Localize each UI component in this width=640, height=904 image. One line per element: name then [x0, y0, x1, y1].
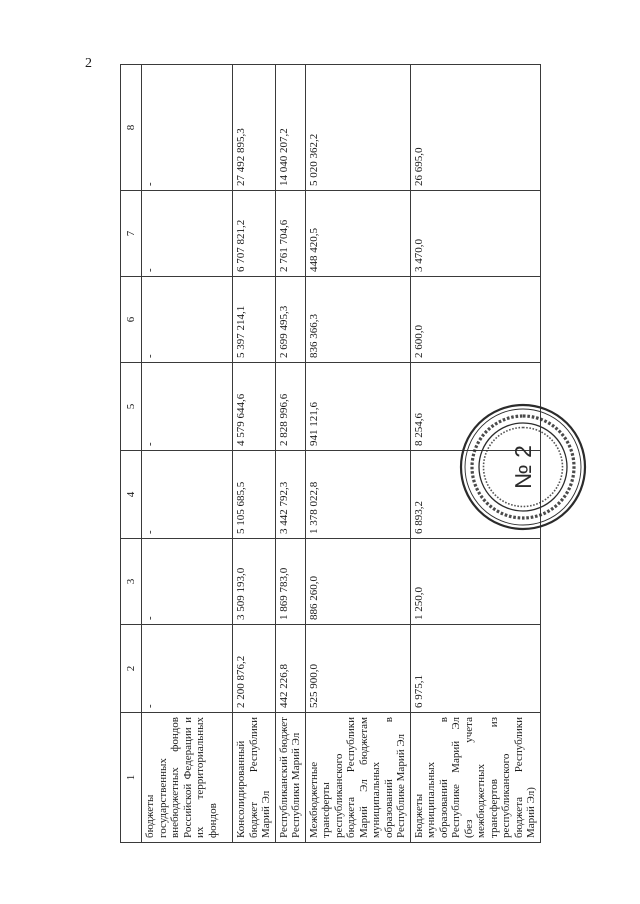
- col-header: 4: [121, 451, 142, 539]
- cell-value: 1 250,0: [410, 539, 540, 625]
- col-header: 1: [121, 713, 142, 843]
- col-header: 3: [121, 539, 142, 625]
- cell-value: 3 509 193,0: [233, 539, 276, 625]
- cell-value: 442 226,8: [275, 625, 305, 713]
- row-label: Республиканский бюджет Республики Марий Эл: [275, 713, 305, 843]
- cell-value: -: [142, 363, 233, 451]
- col-header: 8: [121, 65, 142, 191]
- cell-value: 5 105 685,5: [233, 451, 276, 539]
- cell-value: -: [142, 451, 233, 539]
- cell-value: 14 040 207,2: [275, 65, 305, 191]
- table-row: [142, 65, 233, 843]
- cell-value: 836 366,3: [305, 277, 410, 363]
- table-row: [305, 65, 410, 843]
- row-label: Межбюджетные трансферты республиканского бюджета Республики Марий Эл бюджетам муниципальных образований в Республике Марий Эл: [305, 713, 410, 843]
- cell-value: 525 900,0: [305, 625, 410, 713]
- cell-value: 886 260,0: [305, 539, 410, 625]
- cell-value: 5 397 214,1: [233, 277, 276, 363]
- col-header: 5: [121, 363, 142, 451]
- col-header: 2: [121, 625, 142, 713]
- row-label: бюджеты государственных внебюджетных фондов Российской Федерации и их территориальных фондов: [142, 713, 233, 843]
- cell-value: 6 707 821,2: [233, 191, 276, 277]
- cell-value: -: [142, 277, 233, 363]
- col-header: 6: [121, 277, 142, 363]
- cell-value: 27 492 895,3: [233, 65, 276, 191]
- cell-value: 1 869 783,0: [275, 539, 305, 625]
- cell-value: 941 121,6: [305, 363, 410, 451]
- header-row: [121, 65, 142, 843]
- cell-value: 5 020 362,2: [305, 65, 410, 191]
- cell-value: 1 378 022,8: [305, 451, 410, 539]
- cell-value: 2 200 876,2: [233, 625, 276, 713]
- cell-value: -: [142, 65, 233, 191]
- cell-value: 6 975,1: [410, 625, 540, 713]
- cell-value: 26 695,0: [410, 65, 540, 191]
- cell-value: 2 600,0: [410, 277, 540, 363]
- col-header: 7: [121, 191, 142, 277]
- cell-value: -: [142, 191, 233, 277]
- row-label: Консолидированный бюджет Республики Марий Эл: [233, 713, 276, 843]
- cell-value: 2 761 704,6: [275, 191, 305, 277]
- cell-value: 448 420,5: [305, 191, 410, 277]
- table-row: [233, 65, 276, 843]
- cell-value: 3 442 792,3: [275, 451, 305, 539]
- seal-number: № 2: [510, 445, 536, 489]
- cell-value: 3 470,0: [410, 191, 540, 277]
- cell-value: 2 699 495,3: [275, 277, 305, 363]
- page-number: 2: [85, 56, 92, 71]
- cell-value: -: [142, 625, 233, 713]
- cell-value: 8 254,6: [410, 363, 540, 451]
- row-label: Бюджеты муниципальных образований в Республике Марий Эл (без учета межбюджетных трансфертов из республиканского бюджета Республики Марий Эл): [410, 713, 540, 843]
- official-seal-stamp: [458, 402, 588, 532]
- cell-value: 4 579 644,6: [233, 363, 276, 451]
- cell-value: 2 828 996,6: [275, 363, 305, 451]
- cell-value: 6 893,2: [410, 451, 540, 539]
- table-row: [275, 65, 305, 843]
- cell-value: -: [142, 539, 233, 625]
